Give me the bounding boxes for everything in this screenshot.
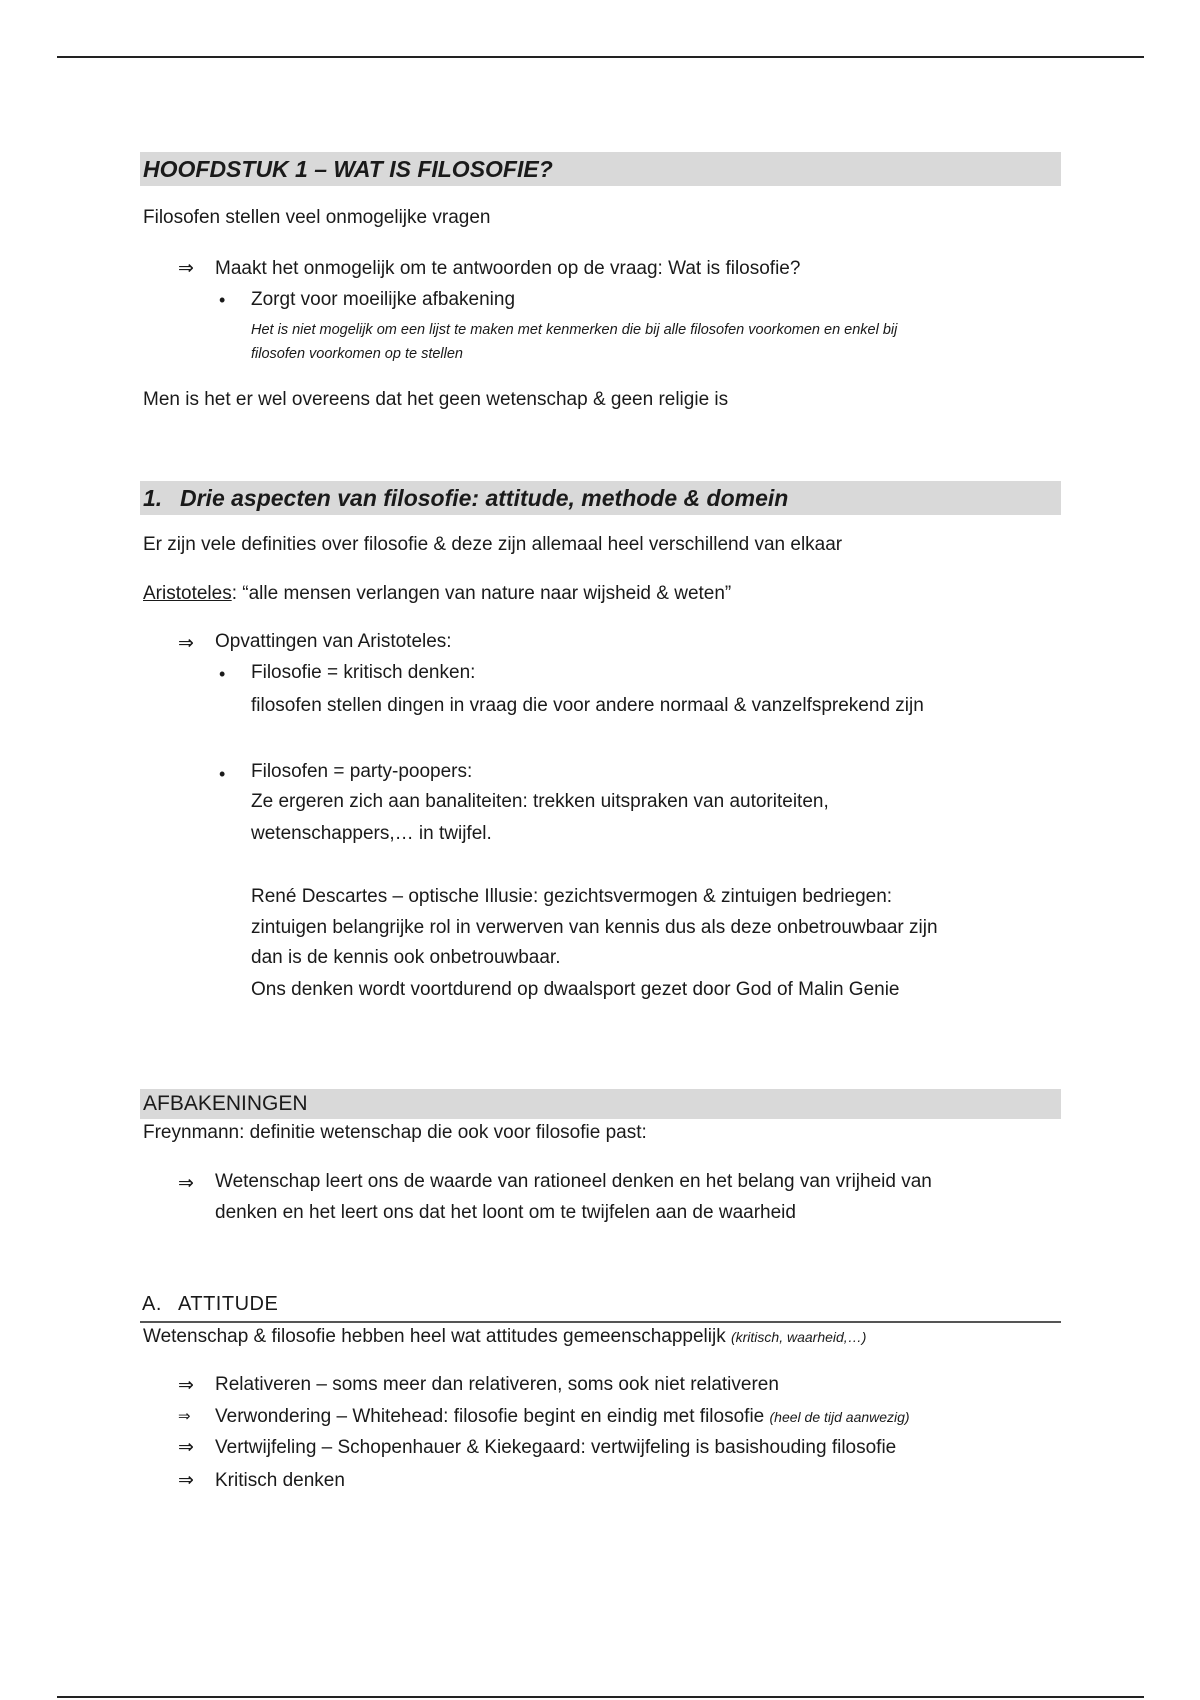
section-number: 1. — [143, 485, 163, 511]
chapter-heading — [140, 152, 1061, 186]
bullet-party-poopers: Filosofen = party-poopers: — [251, 761, 473, 782]
attitude-heading — [142, 1290, 278, 1318]
attitude-intro-text: Wetenschap & filosofie hebben heel wat attitudes gemeenschappelijk — [143, 1326, 726, 1347]
footer-rule — [57, 1696, 1144, 1698]
aristoteles-paragraph — [143, 582, 731, 606]
bullet-icon: • — [219, 290, 226, 310]
section-heading-1 — [140, 481, 1061, 515]
chapter-bullet-text: Zorgt voor moeilijke afbakening — [251, 289, 516, 310]
party-line-2: wetenschappers,… in twijfel. — [251, 823, 492, 844]
chapter-title: HOOFDSTUK 1 – WAT IS FILOSOFIE? — [143, 156, 553, 182]
chapter-arrow-text: Maakt het onmogelijk om te antwoorden op de vraag: Wat is filosofie? — [215, 258, 801, 279]
definitions-paragraph: Er zijn vele definities over filosofie & deze zijn allemaal heel verschillend van elkaar — [143, 534, 843, 555]
attitude-letter: A. — [142, 1293, 162, 1315]
party-line-1: Ze ergeren zich aan banaliteiten: trekken uitspraken van autoriteiten, — [251, 791, 829, 812]
attitude-item: Kritisch denken — [215, 1470, 345, 1491]
bullet-icon: • — [219, 764, 226, 784]
afbakeningen-heading — [140, 1089, 1061, 1119]
arrow-icon: ⇒ — [178, 1375, 194, 1396]
chapter-note-line-1: Het is niet mogelijk om een lijst te maken met kenmerken die bij alle filosofen voorkomen en enkel bij — [251, 322, 898, 338]
attitude-intro-note: (kritisch, waarheid,…) — [730, 1329, 867, 1345]
descartes-line-2: zintuigen belangrijke rol in verwerven van kennis dus als deze onbetrouwbaar zijn — [251, 917, 938, 938]
chapter-intro: Filosofen stellen veel onmogelijke vragen — [143, 207, 491, 228]
attitude-rule — [140, 1321, 1061, 1323]
attitude-item-text: Verwondering – Whitehead: filosofie begint en eindig met filosofie — [215, 1406, 765, 1427]
aristoteles-quote: : “alle mensen verlangen van nature naar wijsheid & weten” — [231, 583, 732, 604]
section-title: Drie aspecten van filosofie: attitude, methode & domein — [180, 485, 789, 511]
aristoteles-name: Aristoteles — [143, 583, 232, 604]
critical-thinking-line: filosofen stellen dingen in vraag die voor andere normaal & vanzelfsprekend zijn — [251, 695, 924, 716]
arrow-icon: ⇒ — [178, 1437, 194, 1458]
arrow-icon: ⇒ — [178, 1173, 194, 1194]
aristoteles-views: Opvattingen van Aristoteles: — [215, 631, 452, 652]
chapter-note-line-2: filosofen voorkomen op te stellen — [251, 346, 463, 362]
attitude-item-note: (heel de tijd aanwezig) — [769, 1409, 910, 1425]
descartes-line-1: René Descartes – optische Illusie: gezichtsvermogen & zintuigen bedriegen: — [251, 886, 893, 907]
bullet-icon: • — [219, 664, 226, 684]
afbakeningen-arrow-line-2: denken en het leert ons dat het loont om te twijfelen aan de waarheid — [215, 1202, 796, 1223]
attitude-item: Relativeren – soms meer dan relativeren, soms ook niet relativeren — [215, 1374, 779, 1395]
chapter-consensus: Men is het er wel overeens dat het geen wetenschap & geen religie is — [143, 389, 729, 410]
arrow-icon: ⇒ — [178, 633, 194, 654]
arrow-icon: ⇒ — [178, 1408, 191, 1425]
attitude-item — [215, 1401, 910, 1433]
afbakeningen-title: AFBAKENINGEN — [143, 1092, 308, 1115]
attitude-item: Vertwijfeling – Schopenhauer & Kiekegaard: vertwijfeling is basishouding filosofie — [215, 1437, 897, 1458]
descartes-line-3: dan is de kennis ook onbetrouwbaar. — [251, 947, 561, 968]
descartes-line-4: Ons denken wordt voortdurend op dwaalsport gezet door God of Malin Genie — [251, 979, 900, 1000]
afbakeningen-arrow-line-1: Wetenschap leert ons de waarde van rationeel denken en het belang van vrijheid van — [215, 1171, 932, 1192]
attitude-title: ATTITUDE — [178, 1293, 279, 1315]
arrow-icon: ⇒ — [178, 1470, 194, 1491]
attitude-intro — [143, 1325, 866, 1349]
arrow-icon: ⇒ — [178, 258, 194, 279]
bullet-critical-thinking: Filosofie = kritisch denken: — [251, 662, 476, 683]
freynmann-paragraph: Freynmann: definitie wetenschap die ook voor filosofie past: — [143, 1122, 647, 1143]
header-rule — [57, 56, 1144, 58]
